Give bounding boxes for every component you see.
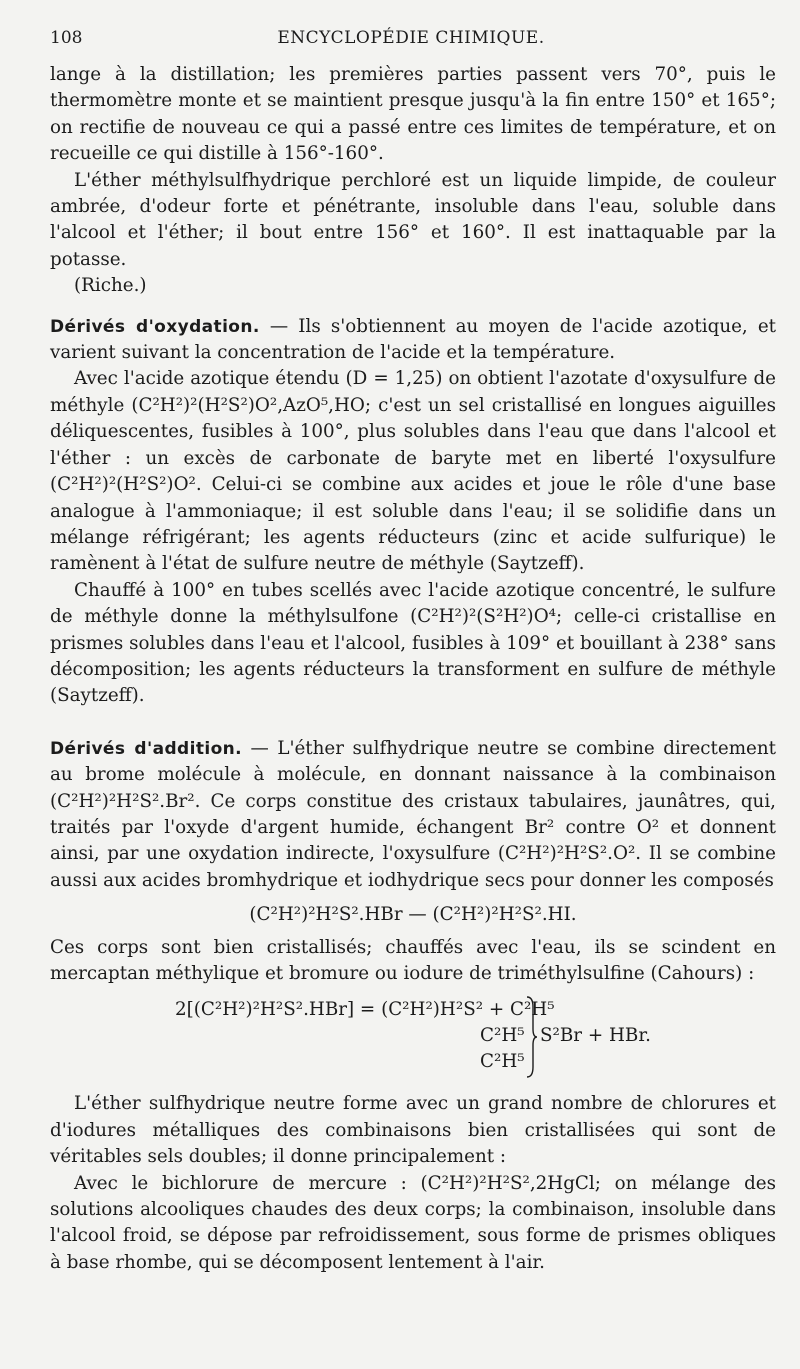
equation-methyl-column — [480, 1023, 525, 1075]
paragraph-cristallises: Ces corps sont bien cristallisés; chauffés avec l'eau, ils se scindent en mercaptan méthylique et bromure ou iodure de triméthylsulfine (Cahours) : — [50, 936, 776, 984]
paragraph-bichlorure-mercure: Avec le bichlorure de mercure : (C²H²)²H²S²,2HgCl; on mélange des solutions alcooliques chaudes des deux corps; la combinaison, insoluble dans l'alcool froid, se dépose par refroidissement, sous forme de prismes obliques à base rhombe, qui se décomposent lentement à l'air. — [50, 1172, 776, 1273]
paragraph-methylsulfone: Chauffé à 100° en tubes scellés avec l'acide azotique concentré, le sulfure de méthyle donne la méthylsulfone (C²H²)²(S²H²)O⁴; celle-ci cristallise en prismes solubles dans l'eau et l'alcool, fusibles à 109° et bouillant à 238° sans décomposition; les agents réducteurs la transforment en sulfure de méthyle (Saytzeff). — [50, 579, 776, 707]
paragraph-azotique-etendu: Avec l'acide azotique étendu (D = 1,25) on obtient l'azotate d'oxysulfure de méthyle (C²H²)²(H²S²)O²,AzO⁵,HO; c'est un sel cristallisé en longues aiguilles déliquescentes, fusibles à 100°, plus solubles dans l'eau que dans l'alcool et l'éther : un excès de carbonate de baryte met en liberté l'oxysulfure (C²H²)²(H²S²)O². Celui-ci se combine aux acides et joue le rôle d'une base analogue à l'ammoniaque; il est soluble dans l'eau; il se solidifie dans un mélange réfrigérant; les agents réducteurs (zinc et acide sulfurique) le ramènent à l'état de sulfure neutre de méthyle (Saytzeff). — [50, 368, 776, 575]
section-oxydation — [50, 314, 776, 367]
paragraph-sels-doubles: L'éther sulfhydrique neutre forme avec un grand nombre de chlorures et d'iodures métalliques des combinaisons bien cristallisées qui sont de véritables sels doubles; il donne principalement : — [50, 1093, 776, 1168]
source-citation: (Riche.) — [74, 275, 147, 297]
equation-left: 2[(C²H²)²H²S².HBr] = (C²H²)H²S² + C²H⁵ — [175, 999, 555, 1021]
equation-right: S²Br + HBr. — [540, 1025, 651, 1047]
page-number: 108 — [50, 28, 83, 48]
paragraph-ether-perchlore: L'éther méthylsulfhydrique perchloré est un liquide limpide, de couleur ambrée, d'odeur forte et pénétrante, insoluble dans l'eau, soluble dans l'alcool et l'éther; il bout entre 156° et 160°. Il est inattaquable par la potasse. — [50, 169, 776, 270]
formula-composes: (C²H²)²H²S².HBr — (C²H²)²H²S².HI. — [249, 904, 577, 926]
page-header — [50, 28, 772, 52]
equation-methyl-group: C²H⁵ — [480, 1025, 525, 1047]
section-intro-oxydation: — Ils s'obtiennent au moyen de l'acide azotique, et varient suivant la concentration de l'acide et la température. — [50, 315, 777, 364]
section-heading-oxydation: Dérivés d'oxydation. — [50, 316, 260, 337]
page-body — [50, 62, 776, 1276]
section-heading-addition: Dérivés d'addition. — [50, 738, 243, 759]
equation-trimethylsulfine — [50, 997, 776, 1083]
section-intro-addition: — L'éther sulfhydrique neutre se combine directement au brome molécule à molécule, en donnant naissance à la combinaison (C²H²)²H²S².Br². Ce corps constitue des cristaux tabulaires, jaunâtres, qui, traités par l'oxyde d'argent humide, échangent Br² contre O² et donnent ainsi, par une oxydation indirecte, l'oxysulfure (C²H²)²H²S².O². Il se combine aussi aux acides bromhydrique et iodhydrique secs pour donner les composés — [50, 737, 776, 891]
running-head: ENCYCLOPÉDIE CHIMIQUE. — [277, 28, 545, 48]
paragraph-distillation: lange à la distillation; les premières parties passent vers 70°, puis le thermomètre monte et se maintient presque jusqu'à la fin entre 150° et 165°; on rectifie de nouveau ce qui a passé entre ces limites de température, et on recueille ce qui distille à 156°-160°. — [50, 64, 776, 165]
section-addition — [50, 736, 776, 894]
right-brace — [524, 995, 538, 1079]
equation-methyl-group: C²H⁵ — [480, 1051, 525, 1073]
